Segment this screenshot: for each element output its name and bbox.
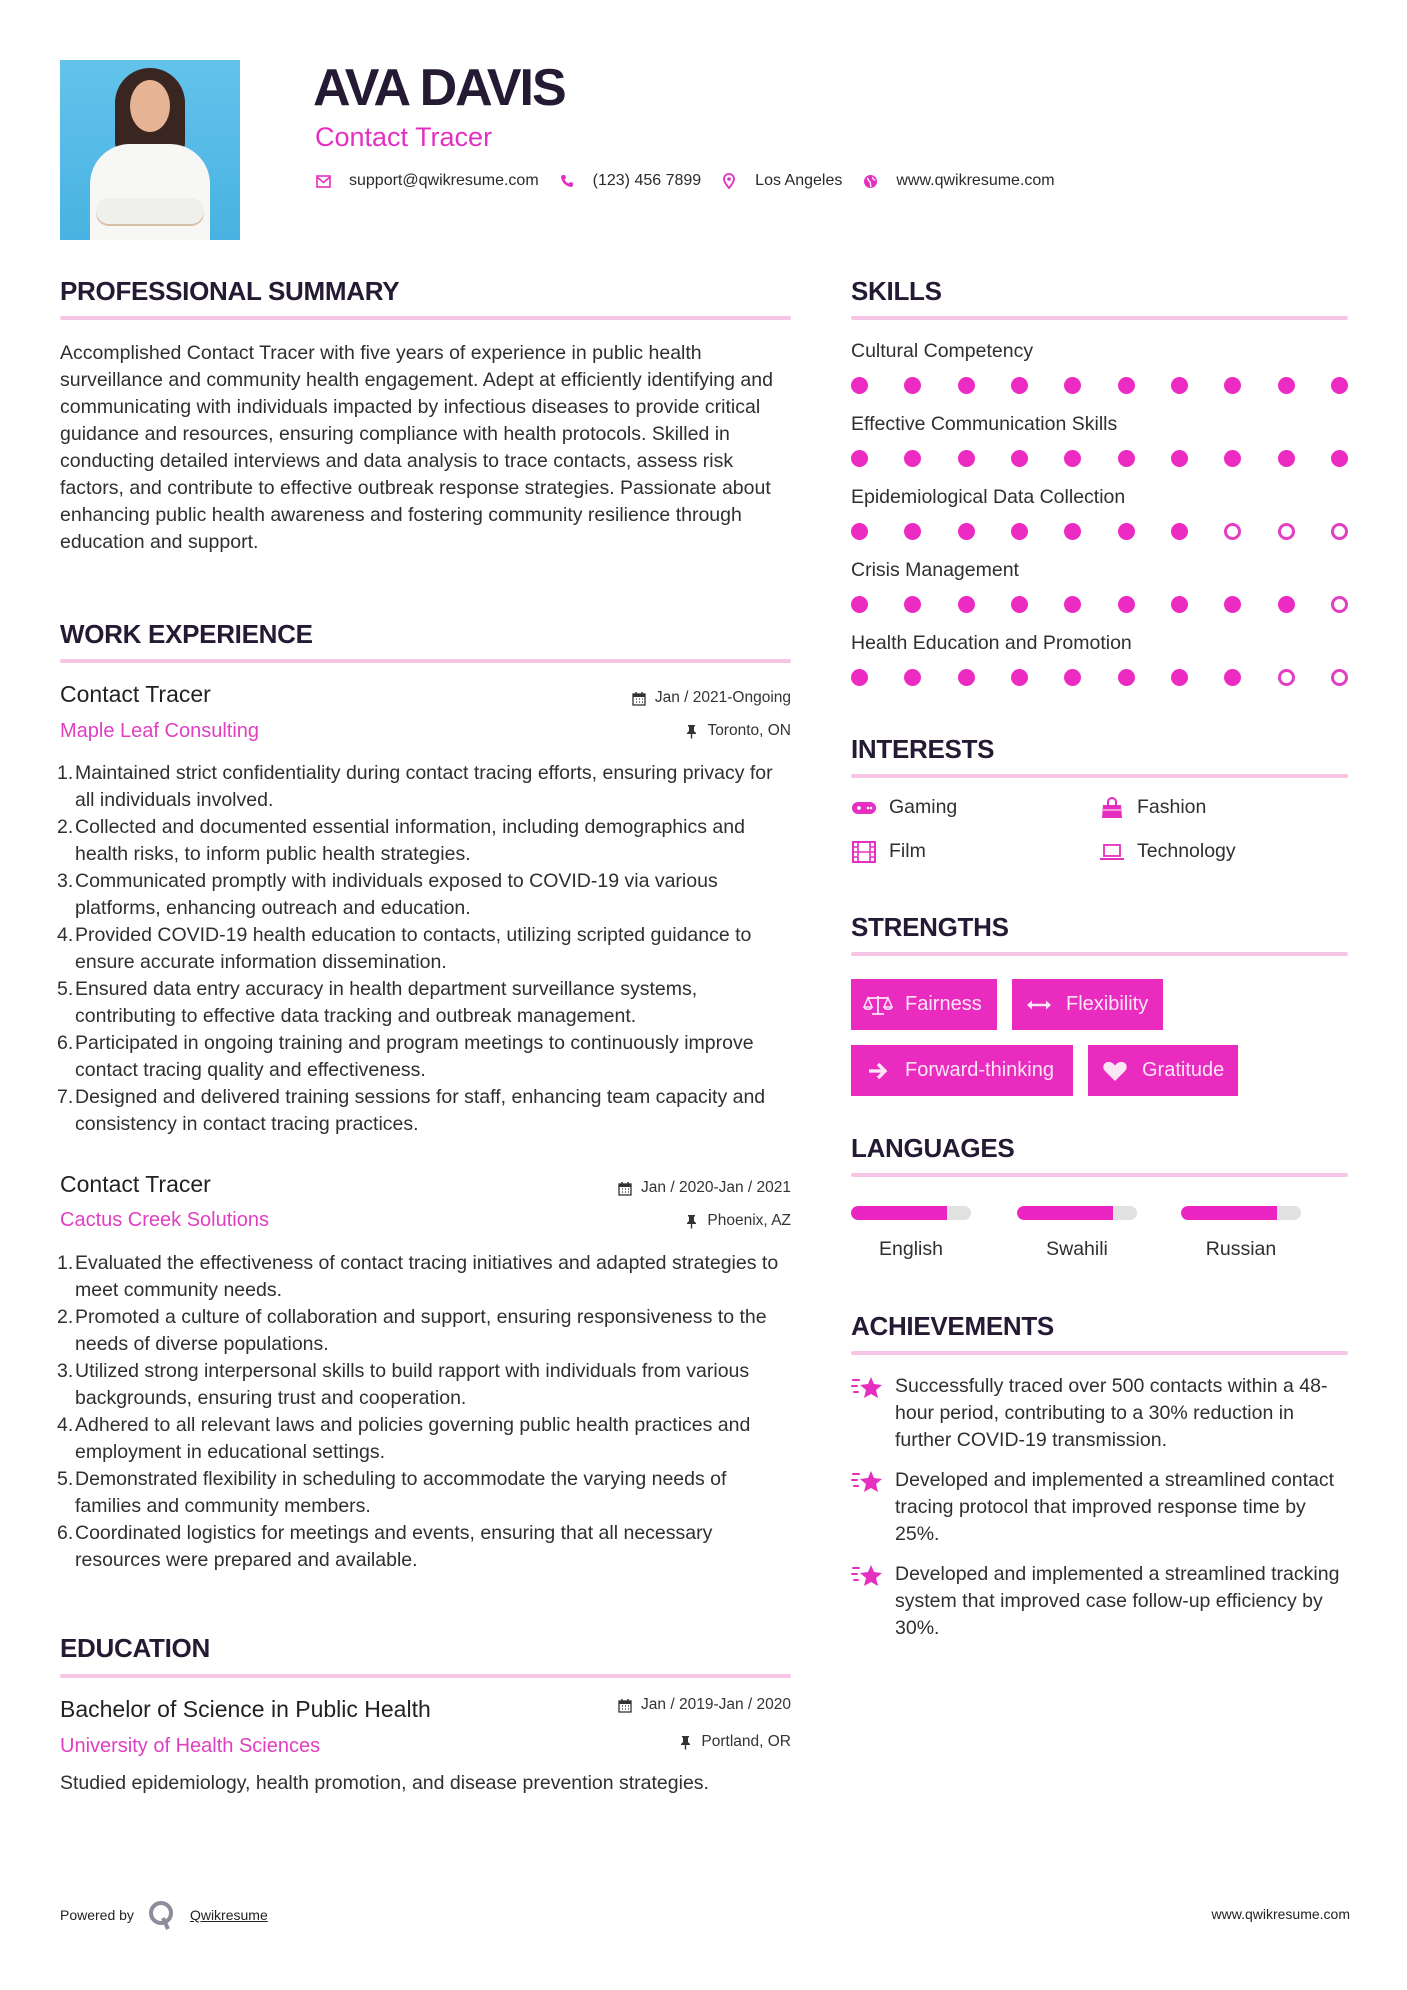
rating-dot-empty bbox=[1331, 669, 1348, 686]
rating-dot-filled bbox=[1171, 596, 1188, 613]
skill-rating bbox=[851, 450, 1348, 468]
summary-heading: PROFESSIONAL SUMMARY bbox=[60, 276, 400, 306]
skill-label: Health Education and Promotion bbox=[851, 632, 1132, 654]
calendar-icon bbox=[617, 1180, 633, 1196]
rating-dot-filled bbox=[851, 596, 868, 613]
strengths-heading: STRENGTHS bbox=[851, 912, 1009, 942]
rating-dot-filled bbox=[904, 450, 921, 467]
bullet-item: 4. Adhered to all relevant laws and policies governing public health practices and employment in educational settings. bbox=[57, 1414, 751, 1463]
skill-label: Epidemiological Data Collection bbox=[851, 486, 1126, 508]
laptop-icon bbox=[1099, 842, 1125, 862]
rating-dot-filled bbox=[1064, 523, 1081, 540]
rating-dot-filled bbox=[1331, 450, 1348, 467]
skill-rating bbox=[851, 596, 1348, 614]
rating-dot-filled bbox=[1011, 523, 1028, 540]
rating-dot-filled bbox=[958, 596, 975, 613]
rating-dot-filled bbox=[1064, 596, 1081, 613]
rating-dot-filled bbox=[1118, 596, 1135, 613]
rating-dot-empty bbox=[1278, 669, 1295, 686]
powered-by-text: Powered by bbox=[60, 1907, 134, 1923]
achievement-item bbox=[851, 1467, 1351, 1548]
rating-dot-filled bbox=[958, 669, 975, 686]
achievement-text: Successfully traced over 500 contacts within a 48-hour period, contributing to a 30% reduction in further COVID-19 transmission. bbox=[895, 1375, 1328, 1451]
rating-dot-filled bbox=[904, 523, 921, 540]
rating-dot-filled bbox=[958, 450, 975, 467]
heart-icon bbox=[1100, 1060, 1130, 1082]
education-dates: Jan / 2019-Jan / 2020 bbox=[617, 1696, 791, 1714]
pushpin-icon bbox=[677, 1734, 693, 1750]
interests-divider bbox=[851, 774, 1348, 778]
rating-dot-filled bbox=[851, 669, 868, 686]
language-item bbox=[1181, 1206, 1301, 1261]
rating-dot-filled bbox=[1011, 596, 1028, 613]
bullet-item: 4. Provided COVID-19 health education to contacts, utilizing scripted guidance to ensure accurate information dissemination. bbox=[57, 924, 752, 973]
job-dates: Jan / 2020-Jan / 2021 bbox=[617, 1179, 791, 1197]
contact-email[interactable] bbox=[315, 172, 539, 190]
skill-label: Crisis Management bbox=[851, 559, 1019, 581]
achievements-divider bbox=[851, 1351, 1348, 1355]
job-location: Phoenix, AZ bbox=[683, 1212, 791, 1230]
languages-heading: LANGUAGES bbox=[851, 1133, 1015, 1163]
achievement-text: Developed and implemented a streamlined tracking system that improved case follow-up efficiency by 30%. bbox=[895, 1563, 1340, 1639]
rating-dot-filled bbox=[1011, 450, 1028, 467]
contact-bar bbox=[315, 172, 1075, 190]
phone-icon bbox=[559, 173, 575, 189]
contact-website[interactable] bbox=[862, 172, 1054, 190]
skill-rating bbox=[851, 669, 1348, 687]
rating-dot-filled bbox=[1224, 596, 1241, 613]
rating-dot-filled bbox=[1171, 377, 1188, 394]
rating-dot-filled bbox=[1011, 669, 1028, 686]
rating-dot-filled bbox=[1224, 377, 1241, 394]
calendar-icon bbox=[617, 1697, 633, 1713]
skill-rating bbox=[851, 377, 1348, 395]
contact-phone[interactable] bbox=[559, 172, 702, 190]
rating-dot-empty bbox=[1331, 523, 1348, 540]
interest-technology: Technology bbox=[1099, 840, 1236, 863]
language-progress-bar bbox=[1017, 1206, 1137, 1220]
rating-dot-empty bbox=[1224, 523, 1241, 540]
interest-film: Film bbox=[851, 840, 926, 863]
strength-forward-thinking: Forward-thinking bbox=[851, 1045, 1073, 1096]
education-heading: EDUCATION bbox=[60, 1633, 210, 1663]
language-progress-bar bbox=[851, 1206, 971, 1220]
rating-dot-filled bbox=[1118, 523, 1135, 540]
rating-dot-filled bbox=[851, 377, 868, 394]
skills-divider bbox=[851, 316, 1348, 320]
bullet-item: 2. Promoted a culture of collaboration and support, ensuring responsiveness to the needs of diverse populations. bbox=[57, 1306, 767, 1355]
rating-dot-filled bbox=[1118, 377, 1135, 394]
interest-gaming: Gaming bbox=[851, 796, 957, 819]
languages-divider bbox=[851, 1173, 1348, 1177]
summary-text: Accomplished Contact Tracer with five years of experience in public health surveillance and community health engagement. Adept at efficiently identifying and communicating with individuals impacted by infectious diseases to provide critical guidance and resources, ensuring compliance with health protocols. Skilled in conducting detailed interviews and data analysis to trace contacts, assess risk factors, and contribute to effective outbreak response strategies. Passionate about enhancing public health awareness and fostering community resilience through education and support. bbox=[60, 342, 773, 553]
experience-heading: WORK EXPERIENCE bbox=[60, 619, 313, 649]
summary-divider bbox=[60, 316, 791, 320]
rating-dot-filled bbox=[1224, 450, 1241, 467]
achievement-item bbox=[851, 1561, 1351, 1642]
qwikresume-logo-icon bbox=[148, 1900, 176, 1930]
education-location: Portland, OR bbox=[677, 1733, 791, 1751]
bullet-item: 5. Demonstrated flexibility in scheduling to accommodate the varying needs of families and community members. bbox=[57, 1468, 727, 1517]
rating-dot-empty bbox=[1278, 523, 1295, 540]
rating-dot-filled bbox=[1224, 669, 1241, 686]
strength-flexibility: Flexibility bbox=[1012, 979, 1163, 1030]
pushpin-icon bbox=[683, 723, 699, 739]
shooting-star-icon bbox=[851, 1467, 895, 1497]
language-item bbox=[1017, 1206, 1137, 1261]
rating-dot-filled bbox=[958, 377, 975, 394]
language-progress-bar bbox=[1181, 1206, 1301, 1220]
achievements-heading: ACHIEVEMENTS bbox=[851, 1311, 1054, 1341]
bullet-item: 7. Designed and delivered training sessions for staff, enhancing team capacity and consistency in contact tracing practices. bbox=[57, 1086, 766, 1135]
globe-icon bbox=[862, 173, 878, 189]
skill-label: Cultural Competency bbox=[851, 340, 1034, 362]
email-text: support@qwikresume.com bbox=[349, 172, 539, 189]
envelope-icon bbox=[315, 173, 331, 189]
job-role: Contact Tracer bbox=[60, 1171, 211, 1197]
rating-dot-filled bbox=[1064, 450, 1081, 467]
rating-dot-filled bbox=[851, 450, 868, 467]
rating-dot-filled bbox=[1278, 450, 1295, 467]
job-company: Maple Leaf Consulting bbox=[60, 720, 260, 742]
language-name: Russian bbox=[1205, 1238, 1277, 1260]
experience-divider bbox=[60, 659, 791, 663]
profile-photo bbox=[60, 60, 240, 240]
bullet-item: 3. Utilized strong interpersonal skills to build rapport with individuals from various backgrounds, ensuring trust and cooperation. bbox=[57, 1360, 750, 1409]
bullet-item: 6. Participated in ongoing training and program meetings to continuously improve contact tracing quality and effectiveness. bbox=[57, 1032, 754, 1081]
interest-fashion: Fashion bbox=[1099, 796, 1206, 819]
arrows-horizontal-icon bbox=[1024, 994, 1054, 1016]
rating-dot-empty bbox=[1331, 596, 1348, 613]
interests-heading: INTERESTS bbox=[851, 734, 995, 764]
skills-heading: SKILLS bbox=[851, 276, 942, 306]
footer-website[interactable]: www.qwikresume.com bbox=[1211, 1906, 1350, 1922]
candidate-title: Contact Tracer bbox=[315, 122, 493, 152]
qwikresume-link[interactable]: Qwikresume bbox=[189, 1907, 268, 1923]
strength-gratitude: Gratitude bbox=[1088, 1045, 1238, 1096]
shooting-star-icon bbox=[851, 1373, 895, 1403]
bullet-item: 3. Communicated promptly with individuals exposed to COVID-19 via various platforms, enhancing outreach and education. bbox=[57, 870, 718, 919]
balance-scale-icon bbox=[863, 994, 893, 1016]
achievement-text: Developed and implemented a streamlined contact tracing protocol that improved response time by 25%. bbox=[895, 1469, 1335, 1545]
language-progress-fill bbox=[851, 1206, 947, 1220]
bullet-item: 1. Maintained strict confidentiality during contact tracing efforts, ensuring privacy for all individuals involved. bbox=[57, 762, 773, 811]
language-item bbox=[851, 1206, 971, 1261]
strengths-divider bbox=[851, 952, 1348, 956]
candidate-name: AVA DAVIS bbox=[313, 59, 565, 117]
language-progress-fill bbox=[1181, 1206, 1277, 1220]
achievement-item bbox=[851, 1373, 1351, 1454]
rating-dot-filled bbox=[1171, 523, 1188, 540]
language-progress-fill bbox=[1017, 1206, 1113, 1220]
rating-dot-filled bbox=[1064, 669, 1081, 686]
degree: Bachelor of Science in Public Health bbox=[60, 1696, 431, 1722]
language-name: English bbox=[879, 1238, 943, 1260]
shopping-bag-icon bbox=[1099, 798, 1125, 818]
bullet-item: 6. Coordinated logistics for meetings and events, ensuring that all necessary resources were prepared and available. bbox=[57, 1522, 713, 1571]
language-name: Swahili bbox=[1046, 1238, 1108, 1260]
location-text: Los Angeles bbox=[755, 172, 843, 189]
rating-dot-filled bbox=[1171, 669, 1188, 686]
skill-rating bbox=[851, 523, 1348, 541]
education-divider bbox=[60, 1674, 791, 1678]
rating-dot-filled bbox=[1278, 377, 1295, 394]
film-icon bbox=[851, 842, 877, 862]
rating-dot-filled bbox=[904, 377, 921, 394]
job-bullets bbox=[57, 1250, 797, 1574]
website-text: www.qwikresume.com bbox=[896, 172, 1055, 189]
school: University of Health Sciences bbox=[60, 1735, 321, 1757]
job-location: Toronto, ON bbox=[683, 722, 791, 740]
education-description: Studied epidemiology, health promotion, and disease prevention strategies. bbox=[60, 1772, 709, 1794]
rating-dot-filled bbox=[904, 669, 921, 686]
gamepad-icon bbox=[851, 798, 877, 818]
rating-dot-filled bbox=[1118, 450, 1135, 467]
map-pin-icon bbox=[721, 173, 737, 189]
bullet-item: 5. Ensured data entry accuracy in health department surveillance systems, contributing to effective data tracking and outbreak management. bbox=[57, 978, 698, 1027]
rating-dot-filled bbox=[1064, 377, 1081, 394]
bullet-item: 2. Collected and documented essential information, including demographics and health risks, to inform public health strategies. bbox=[57, 816, 745, 865]
job-dates: Jan / 2021-Ongoing bbox=[631, 689, 791, 707]
pushpin-icon bbox=[683, 1213, 699, 1229]
job-role: Contact Tracer bbox=[60, 681, 211, 707]
rating-dot-filled bbox=[958, 523, 975, 540]
rating-dot-filled bbox=[1278, 596, 1295, 613]
strength-fairness: Fairness bbox=[851, 979, 997, 1030]
rating-dot-filled bbox=[1118, 669, 1135, 686]
arrow-right-icon bbox=[863, 1060, 893, 1082]
phone-text: (123) 456 7899 bbox=[592, 172, 702, 189]
rating-dot-filled bbox=[1171, 450, 1188, 467]
shooting-star-icon bbox=[851, 1561, 895, 1591]
rating-dot-filled bbox=[1011, 377, 1028, 394]
footer-powered-by bbox=[60, 1900, 268, 1930]
job-company: Cactus Creek Solutions bbox=[60, 1209, 269, 1231]
rating-dot-filled bbox=[851, 523, 868, 540]
rating-dot-filled bbox=[904, 596, 921, 613]
job-bullets bbox=[57, 760, 797, 1138]
skill-label: Effective Communication Skills bbox=[851, 413, 1118, 435]
calendar-icon bbox=[631, 690, 647, 706]
bullet-item: 1. Evaluated the effectiveness of contact tracing initiatives and adapted strategies to meet community needs. bbox=[57, 1252, 779, 1301]
rating-dot-filled bbox=[1331, 377, 1348, 394]
contact-location bbox=[721, 172, 842, 190]
